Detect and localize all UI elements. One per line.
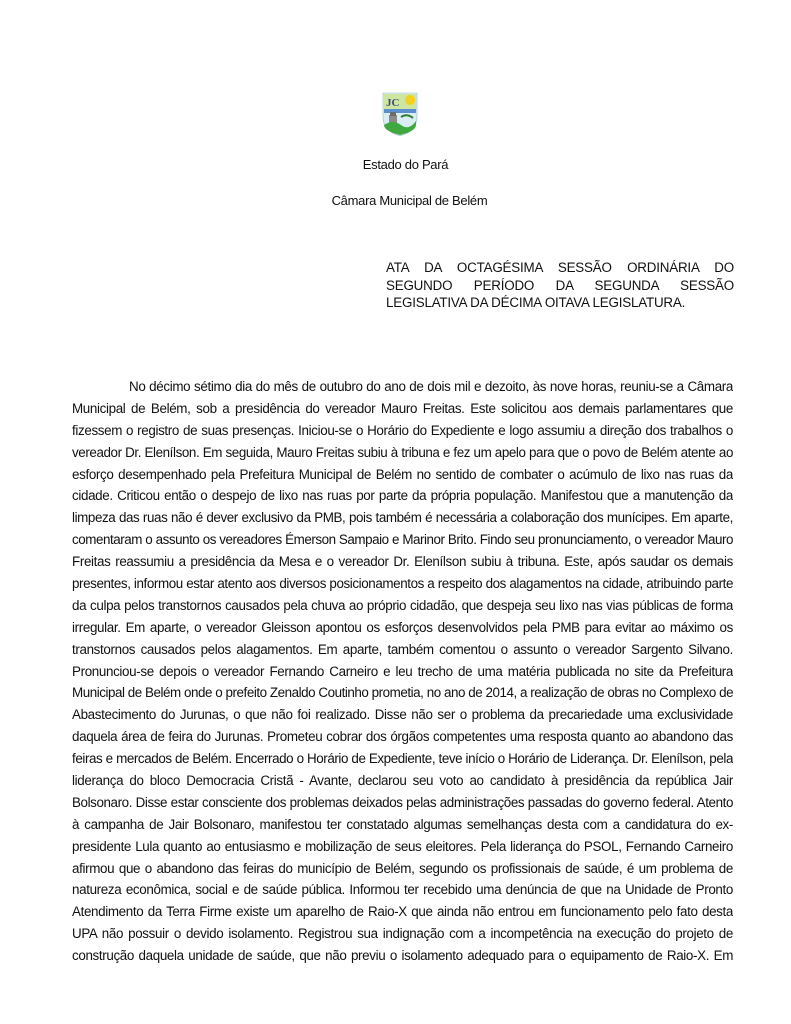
body-line: Atendimento da Terra Firme existe um aparelho de Raio-X que ainda não entrou em funcionamento pelo fato desta — [72, 904, 733, 920]
state-heading: Estado do Pará — [362, 157, 449, 172]
body-line: Municipal de Belém, sob a presidência do vereador Mauro Freitas. Este solicitou aos demais parlamentares que — [72, 400, 733, 416]
title-line: LEGISLATIVA DA DÉCIMA OITAVA LEGISLATURA. — [386, 295, 686, 310]
body-line: Municipal de Belém onde o prefeito Zenaldo Coutinho prometia, no ano de 2014, a realização de obras no Complexo de — [72, 685, 733, 701]
body-line: irregular. Em aparte, o vereador Gleisson apontou os esforços desenvolvidos pela PMB para evitar ao máximo os — [72, 619, 733, 635]
body-line: No décimo sétimo dia do mês de outubro do ano de dois mil e dezoito, às nove horas, reuniu-se a Câmara — [129, 379, 733, 394]
title-line: ATA DA OCTAGÉSIMA SESSÃO ORDINÁRIA DO — [386, 260, 734, 275]
body-line: Abastecimento do Jurunas, o que não foi realizado. Disse não ser o problema da precariedade uma exclusividade — [72, 707, 733, 723]
body-line: Freitas reassumiu a presidência da Mesa e o vereador Dr. Elenílson subiu à tribuna. Este, após saudar os demais — [72, 554, 733, 570]
body-line: natureza econômica, social e de saúde pública. Informou ter recebido uma denúncia de que na Unidade de Pronto — [72, 882, 733, 898]
body-line: UPA não possuir o devido isolamento. Registrou sua indignação com a incompetência na execução do projeto de — [72, 926, 733, 942]
body-line: vereador Dr. Elenílson. Em seguida, Mauro Freitas subiu à tribuna e fez um apelo para que o povo de Belém atente ao — [72, 444, 733, 460]
body-line: transtornos causados pelos alagamentos. Em aparte, também comentou o assunto o vereador Sargento Silvano. — [72, 641, 733, 657]
body-line: cidade. Criticou então o despejo de lixo nas ruas por parte da própria população. Manifestou que a manutenção da — [72, 488, 733, 504]
minutes-title — [386, 259, 734, 312]
title-line: SEGUNDO PERÍODO DA SEGUNDA SESSÃO — [386, 277, 734, 293]
minutes-body — [72, 376, 733, 967]
body-line: liderança do bloco Democracia Cristã - Avante, declarou seu voto ao candidato à presidência da república Jair — [72, 773, 733, 789]
body-line: daquela área de feira do Jurunas. Prometeu cobrar dos órgãos competentes uma resposta quanto ao abandono das — [72, 729, 733, 745]
body-line: da culpa pelos transtornos causados pela chuva ao próprio cidadão, que despeja seu lixo nas vias públicas de forma — [72, 597, 733, 613]
coat-of-arms-icon — [381, 91, 419, 137]
body-line: presidente Lula quanto ao entusiasmo e mobilização de seus eleitores. Pela liderança do PSOL, Fernando Carneiro — [72, 838, 733, 854]
body-line: limpeza das ruas não é dever exclusivo da PMB, pois também é necessária a colaboração dos munícipes. Em aparte, — [72, 510, 733, 526]
body-line: construção daquela unidade de saúde, que não previu o isolamento adequado para o equipamento de Raio-X. Em — [72, 948, 733, 964]
svg-text:JC: JC — [386, 97, 400, 109]
body-line: fizessem o registro de suas presenças. Iniciou-se o Horário do Expediente e logo assumiu a direção dos trabalhos o — [72, 422, 733, 438]
body-line: afirmou que o abandono das feiras do município de Belém, segundo os profissionais de saúde, é um problema de — [72, 860, 733, 876]
body-line: comentaram o assunto os vereadores Émerson Sampaio e Marinor Brito. Findo seu pronunciamento, o vereador Mauro — [72, 532, 733, 548]
body-line: à campanha de Jair Bolsonaro, manifestou ter constatado algumas semelhanças desta com a candidatura do ex- — [72, 816, 733, 832]
body-line: feiras e mercados de Belém. Encerrado o Horário de Expediente, teve início o Horário de Liderança. Dr. Elenílson, pela — [72, 751, 733, 767]
body-line: esforço desempenhado pela Prefeitura Municipal de Belém no sentido de combater o acúmulo de lixo nas ruas da — [72, 466, 733, 482]
chamber-heading: Câmara Municipal de Belém — [331, 193, 488, 208]
body-line: presentes, informou estar atento aos diversos posicionamentos a respeito dos alagamentos na cidade, atribuindo parte — [72, 576, 733, 592]
body-line: Pronunciou-se depois o vereador Fernando Carneiro e leu trecho de uma matéria publicada no site da Prefeitura — [72, 663, 733, 679]
body-line: Bolsonaro. Disse estar consciente dos problemas deixados pelas administrações passadas do governo federal. Atento — [72, 794, 733, 810]
